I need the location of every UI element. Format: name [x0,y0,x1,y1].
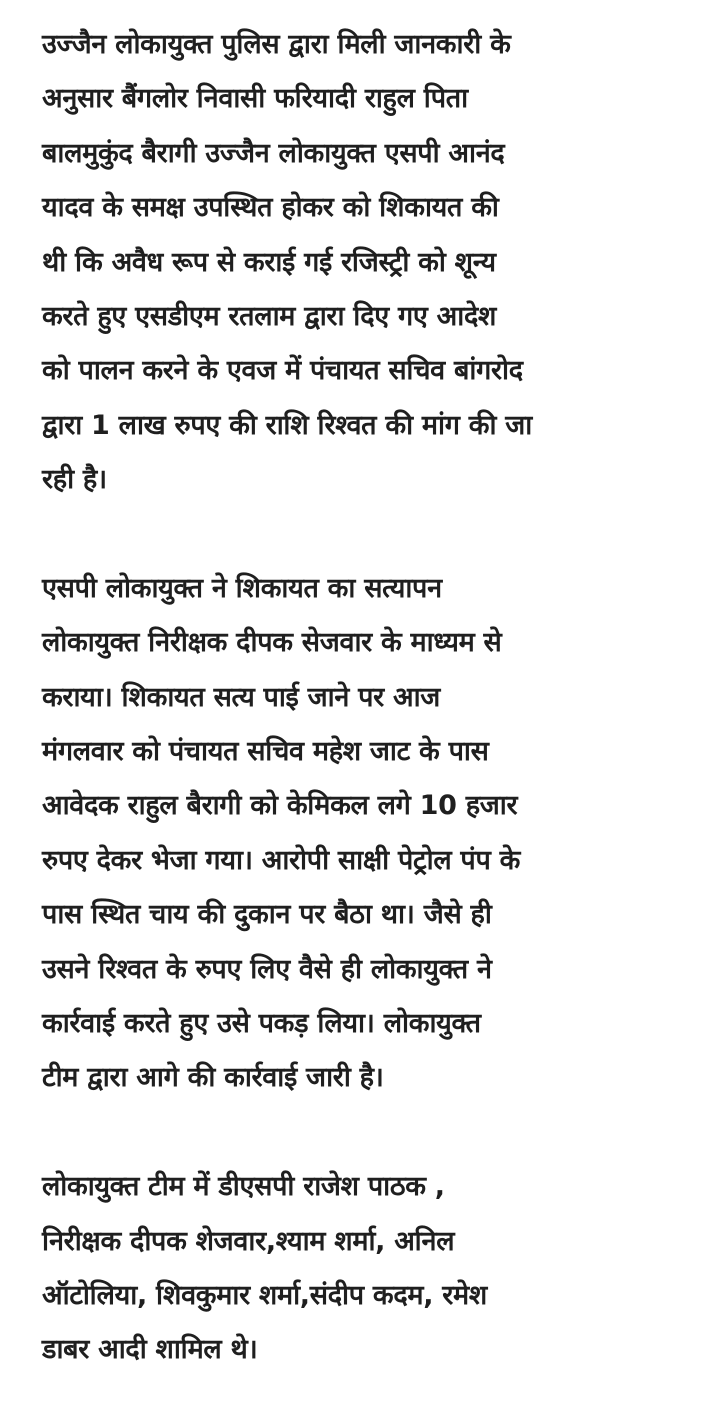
text-line: ऑटोलिया, शिवकुमार शर्मा,संदीप कदम, रमेश [42,1279,487,1311]
text-line: लोकायुक्त टीम में डीएसपी राजेश पाठक , [42,1171,445,1203]
text-line: टीम द्वारा आगे की कार्रवाई जारी है। [42,1062,384,1094]
text-line: द्वारा 1 लाख रुपए की राशि रिश्वत की मांग की जा [42,409,532,441]
text-line: लोकायुक्त निरीक्षक दीपक सेजवार के माध्यम से [42,627,502,659]
text-line: निरीक्षक दीपक शेजवार,श्याम शर्मा, अनिल [42,1225,455,1257]
text-line: रही है। [42,464,107,496]
text-line: बालमुकुंद बैरागी उज्जैन लोकायुक्त एसपी आनंद [42,137,505,169]
paragraph-spacer [42,1106,692,1160]
text-line: थी कि अवैध रूप से कराई गई रजिस्ट्री को शून्य [42,246,496,278]
text-line: रुपए देकर भेजा गया। आरोपी साक्षी पेट्रोल पंप के [42,844,521,876]
text-line: पास स्थित चाय की दुकान पर बैठा था। जैसे ही [42,899,492,931]
text-line: को पालन करने के एवज में पंचायत सचिव बांगरोद [42,355,523,387]
text-line: यादव के समक्ष उपस्थित होकर को शिकायत की [42,192,499,224]
text-line: उसने रिश्वत के रुपए लिए वैसे ही लोकायुक्त ने [42,953,492,985]
paragraph-complaint [42,18,692,508]
text-line: डाबर आदी शामिल थे। [42,1334,258,1366]
text-line: एसपी लोकायुक्त ने शिकायत का सत्यापन [42,572,442,604]
text-line: अनुसार बैंगलोर निवासी फरियादी राहुल पिता [42,83,468,115]
text-line: आवेदक राहुल बैरागी को केमिकल लगे 10 हजार [42,790,518,822]
article-body [42,18,692,1378]
paragraph-verification [42,562,692,1106]
paragraph-spacer [42,508,692,562]
paragraph-team [42,1160,692,1378]
text-line: मंगलवार को पंचायत सचिव महेश जाट के पास [42,736,489,768]
text-line: उज्जैन लोकायुक्त पुलिस द्वारा मिली जानकारी के [42,29,511,60]
text-line: कार्रवाई करते हुए उसे पकड़ लिया। लोकायुक्त [42,1008,481,1040]
text-line: करते हुए एसडीएम रतलाम द्वारा दिए गए आदेश [42,300,497,332]
text-line: कराया। शिकायत सत्य पाई जाने पर आज [42,681,441,713]
